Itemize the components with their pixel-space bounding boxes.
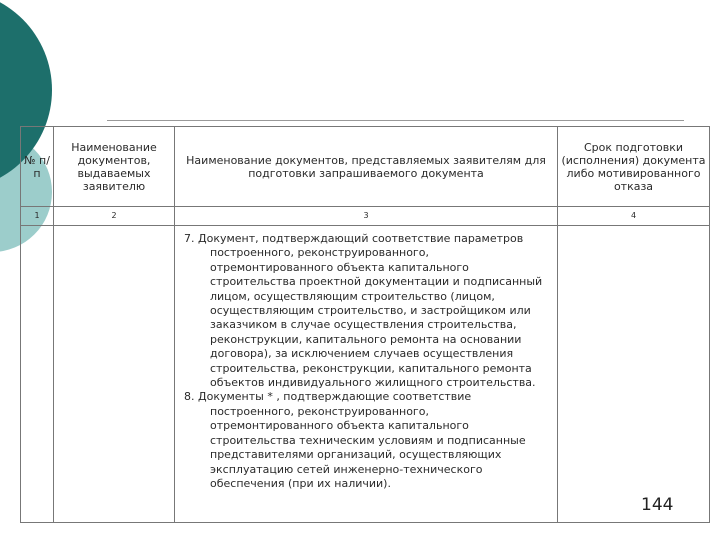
list-item-lead: 7. Документ, подтверждающий соответствие параметров (184, 232, 524, 245)
documents-list (178, 226, 554, 491)
col-number-2: 2 (54, 207, 175, 226)
cell-deadline (558, 226, 710, 523)
header-number: № п/п (21, 127, 54, 207)
list-item-text: построенного, реконструированного, отремонтированного объекта капитального строительства техническим условиям и подписанные представителями организаций, осуществляющих эксплуатацию сетей инженерно-технического обеспечения (при их наличии). (210, 404, 526, 490)
list-item-text: построенного, реконструированного, отремонтированного объекта капитального строительства проектной документации и подписанный лицом, осуществляющим строительство (лицом, осуществляющим строительство, и застройщиком или заказчиком в случае осуществления строительства, реконструкции, капитального ремонта на основании договора), за исключением случаев осуществления строительства, реконструкции, капитального ремонта объектов индивидуального жилищного строительства. (210, 246, 543, 390)
list-item-lead: 8. Документы * , подтверждающие соответствие (184, 390, 472, 404)
col-number-1: 1 (21, 207, 54, 226)
top-rule (107, 120, 684, 121)
header-deadline: Срок подготовки (исполнения) документа либо мотивированного отказа (558, 127, 710, 207)
page-number: 144 (641, 495, 674, 515)
cell-number (21, 226, 54, 523)
col-number-4: 4 (558, 207, 710, 226)
header-submitted-documents: Наименование документов, представляемых заявителям для подготовки запрашиваемого документа (175, 127, 558, 207)
list-item (184, 232, 550, 390)
header-issued-documents: Наименование документов, выдаваемых заявителю (54, 127, 175, 207)
documents-table (20, 126, 710, 523)
col-number-3: 3 (175, 207, 558, 226)
cell-submitted-documents (175, 226, 558, 523)
list-item (184, 390, 550, 491)
numbering-row (21, 207, 710, 226)
cell-issued-document (54, 226, 175, 523)
header-row (21, 127, 710, 207)
content-row (21, 226, 710, 523)
